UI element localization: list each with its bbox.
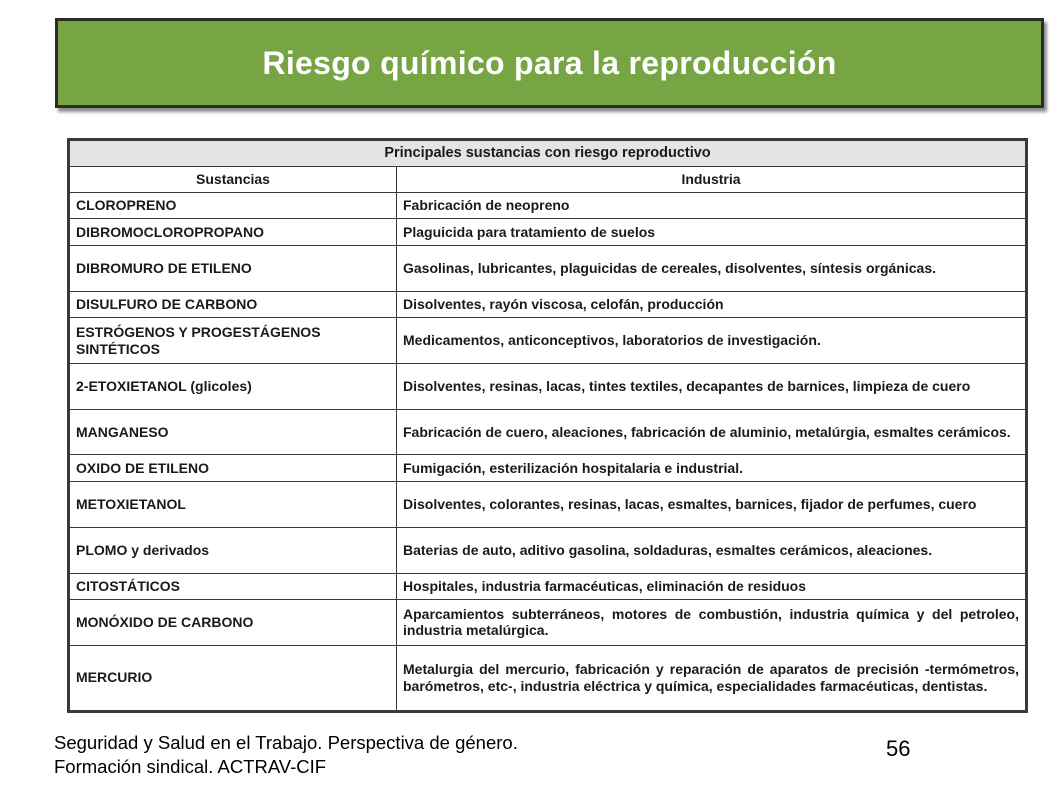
industry-cell: Hospitales, industria farmacéuticas, eliminación de residuos xyxy=(397,573,1026,599)
substance-cell: DIBROMURO DE ETILENO xyxy=(70,245,397,291)
industry-cell: Medicamentos, anticonceptivos, laboratorios de investigación. xyxy=(397,318,1026,364)
substance-cell: ESTRÓGENOS Y PROGESTÁGENOS SINTÉTICOS xyxy=(70,318,397,364)
industry-cell: Aparcamientos subterráneos, motores de combustión, industria química y del petroleo, industria metalúrgica. xyxy=(397,599,1026,645)
table-row xyxy=(70,527,1026,573)
table-row xyxy=(70,193,1026,219)
table-row xyxy=(70,409,1026,455)
industry-cell: Fabricación de cuero, aleaciones, fabricación de aluminio, metalúrgia, esmaltes cerámicos. xyxy=(397,409,1026,455)
industry-cell: Disolventes, resinas, lacas, tintes textiles, decapantes de barnices, limpieza de cuero xyxy=(397,363,1026,409)
table-row xyxy=(70,573,1026,599)
substance-cell: CITOSTÁTICOS xyxy=(70,573,397,599)
slide-title-banner xyxy=(55,18,1044,108)
substances-table xyxy=(69,140,1026,711)
substance-cell: MONÓXIDO DE CARBONO xyxy=(70,599,397,645)
substance-cell: MERCURIO xyxy=(70,645,397,710)
page-number: 56 xyxy=(886,736,911,761)
column-header-industry: Industria xyxy=(397,167,1026,193)
table-caption: Principales sustancias con riesgo reproductivo xyxy=(70,141,1026,167)
table-row xyxy=(70,363,1026,409)
table-row xyxy=(70,245,1026,291)
substance-cell: 2-ETOXIETANOL (glicoles) xyxy=(70,363,397,409)
table-caption-row xyxy=(70,141,1026,167)
industry-cell: Fumigación, esterilización hospitalaria e industrial. xyxy=(397,455,1026,481)
substance-cell: DIBROMOCLOROPROPANO xyxy=(70,219,397,245)
footer-source xyxy=(54,731,694,779)
substance-cell: MANGANESO xyxy=(70,409,397,455)
table-row xyxy=(70,455,1026,481)
footer-line-1: Seguridad y Salud en el Trabajo. Perspectiva de género. xyxy=(54,732,518,753)
industry-cell: Baterias de auto, aditivo gasolina, soldaduras, esmaltes cerámicos, aleaciones. xyxy=(397,527,1026,573)
table-row xyxy=(70,291,1026,317)
column-header-substances: Sustancias xyxy=(70,167,397,193)
substance-cell: OXIDO DE ETILENO xyxy=(70,455,397,481)
slide-title: Riesgo químico para la reproducción xyxy=(262,44,837,81)
table-row xyxy=(70,599,1026,645)
table-row xyxy=(70,219,1026,245)
substance-cell: CLOROPRENO xyxy=(70,193,397,219)
footer-line-2: Formación sindical. ACTRAV-CIF xyxy=(54,756,327,778)
industry-cell: Disolventes, rayón viscosa, celofán, producción xyxy=(397,291,1026,317)
industry-cell: Gasolinas, lubricantes, plaguicidas de cereales, disolventes, síntesis orgánicas. xyxy=(397,245,1026,291)
industry-cell: Fabricación de neopreno xyxy=(397,193,1026,219)
table-row xyxy=(70,481,1026,527)
substances-table-container xyxy=(67,138,1028,713)
table-header-row xyxy=(70,167,1026,193)
table-row xyxy=(70,318,1026,364)
industry-cell: Disolventes, colorantes, resinas, lacas, esmaltes, barnices, fijador de perfumes, cuero xyxy=(397,481,1026,527)
substance-cell: METOXIETANOL xyxy=(70,481,397,527)
table-row xyxy=(70,645,1026,710)
substance-cell: PLOMO y derivados xyxy=(70,527,397,573)
substance-cell: DISULFURO DE CARBONO xyxy=(70,291,397,317)
industry-cell: Metalurgia del mercurio, fabricación y reparación de aparatos de precisión -termómetros, barómetros, etc-, industria eléctrica y química, especialidades farmacéuticas, dentistas. xyxy=(397,645,1026,710)
industry-cell: Plaguicida para tratamiento de suelos xyxy=(397,219,1026,245)
